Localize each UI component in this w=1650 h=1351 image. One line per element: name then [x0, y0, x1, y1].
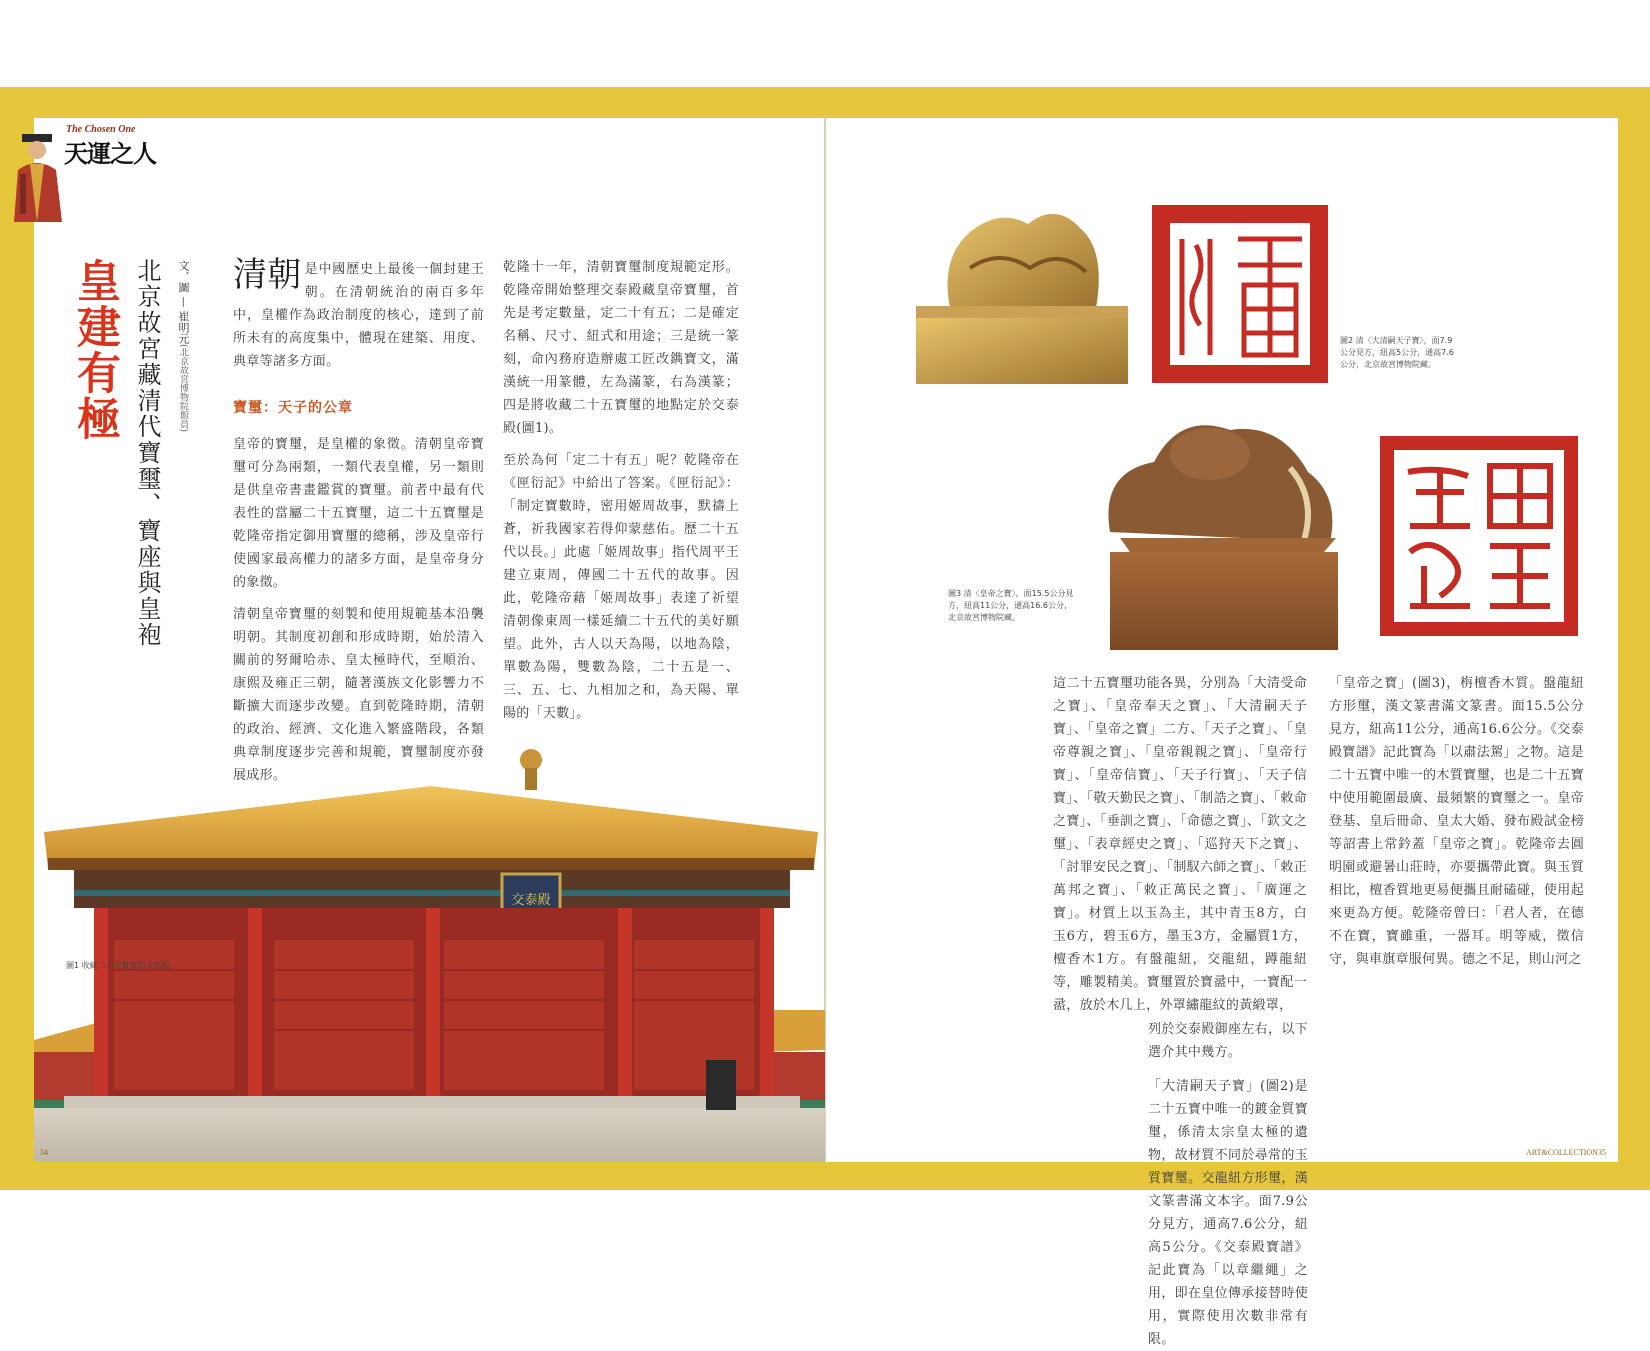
- text-column-1: [233, 255, 484, 787]
- section-subheading: 寶璽：天子的公章: [233, 400, 353, 416]
- article-title: 皇建有極: [69, 258, 120, 442]
- paragraph: 這二十五寶璽功能各異，分別為「大清受命之寶」、「皇帝奉天之寶」、「大清嗣天子寶」、「皇帝之寶」二方、「天子之寶」、「皇帝尊親之寶」、「皇帝親親之寶」、「皇帝行寶」、「皇帝信寶」、「天子行寶」、「天子信寶」、「敬天勤民之寶」、「制誥之寶」、「敕命之寶」、「垂訓之寶」、「命德之寶」、「欽文之璽」、「表章經史之寶」、「巡狩天下之寶」、「討罪安民之寶」、「制馭六師之寶」、「敕正萬邦之寶」、「敕正萬民之寶」、「廣運之寶」。材質上以玉為主，其中青玉8方，白玉6方，碧玉6方，墨玉3方，金屬質1方，檀香木1方。有盤龍紐，交龍紐，蹲龍紐等，雕製精美。寶璽置於寶盝中，一寶配一盝，放於木几上，外罩繡龍紋的黃緞罩，: [1053, 676, 1307, 1013]
- drop-cap: 清朝: [233, 255, 302, 295]
- intro-paragraph: [233, 255, 484, 373]
- paragraph: 乾隆十一年，清朝寶璽制度規範定形。乾隆帝開始整理交泰殿藏皇帝寶璽，首先是考定數量，定二十有五；二是確定名稱、尺寸、紐式和用途；三是統一篆刻，命內務府造辦處工匠改鐫寶文，滿漢統一用篆體，左為滿篆，右為漢篆；四是將收藏二十五寶璽的地點定於交泰殿(圖1)。: [503, 260, 739, 436]
- page-number-right: 35: [1598, 1148, 1606, 1157]
- author-credit: 文、圖 — 崔明元: [177, 260, 190, 344]
- gilt-seal-photo: [910, 198, 1134, 386]
- jiaotai-hall-photo: [34, 740, 825, 1162]
- byline: [170, 260, 192, 432]
- emperor-portrait-icon: [8, 130, 68, 222]
- article-subtitle: 北京故宮藏清代寶璽、寶座與皇袍: [133, 258, 161, 648]
- text-column-2: [503, 256, 739, 725]
- hall-plaque-text: 交泰殿: [511, 893, 551, 908]
- paragraph: 「大清嗣天子寶」(圖2)是二十五寶中唯一的鍍金質寶璽，係清太宗皇太極的遺物，故材質不同於尋常的玉質寶璽。交龍紐方形璽，漢文篆書滿文本字。面7.9公分見方，通高7.6公分，紐高5公分。《交泰殿寶譜》記此寶為「以章繼繩」之用，即在皇位傳承接替時使用，實際使用次數非常有限。: [1148, 1079, 1308, 1347]
- seal-impression-2: [1152, 205, 1328, 383]
- paragraph: 皇帝的寶璽，是皇權的象徵。清朝皇帝寶璽可分為兩類，一類代表皇權，另一類則是供皇帝書畫鑑賞的寶璽。前者中最有代表性的當屬二十五寶璽，這二十五寶璽是乾隆帝指定御用寶璽的總稱，涉及皇帝行使國家最高權力的諸多方面，是皇帝身分的象徵。: [233, 437, 484, 590]
- paragraph: 清朝皇帝寶璽的刻製和使用規範基本沿襲明朝。其制度初創和形成時期，始於清入關前的努爾哈赤、皇太極時代，至順治、康熙及雍正三朝，隨著漢族文化影響力不斷擴大而逐步改變。直到乾隆時期，清朝的政治、經濟、文化進入繁盛階段，各類典章制度逐步完善和規範，寶璽制度亦發展成形。: [233, 607, 484, 783]
- figure-1-caption: 圖1 收藏二十五寶璽的交泰殿。: [66, 961, 178, 970]
- text-column-4: [1329, 672, 1584, 1114]
- paragraph: 「皇帝之寶」(圖3)，栴檀香木質。盤龍紐方形璽，漢文篆書滿文篆書。面15.5公分見方，紐高11公分，通高16.6公分。《交泰殿寶譜》記此寶為「以肅法駕」之物。這是二十五寶中唯一的木質寶璽，也是二十五寶中使用範圍最廣、最頻繁的寶璽之一。皇帝登基、皇后冊命、皇太大婚、發布殿試金榜等詔書上常鈐蓋「皇帝之寶」。乾隆帝去圓明園或避暑山莊時，亦要攜帶此寶。與玉質相比，檀香質地更易便攜且耐磕碰，使用起來更為方便。乾隆帝曾曰：「君人者，在德不在寶，寶雖重，一器耳。明等威，徵信守，與車旗章服何異。德之不足，則山河之: [1329, 676, 1584, 967]
- text-column-3b: [1148, 1018, 1308, 1347]
- seal-impression-3: [1380, 436, 1578, 636]
- paragraph: 列於交泰殿御座左右，以下選介其中幾方。: [1148, 1022, 1308, 1060]
- intro-text: 是中國歷史上最後一個封建王朝。在清朝統治的兩百多年中，皇權作為政治制度的核心，達到了前所未有的高度集中，體現在建築、用度、典章等諸多方面。: [233, 262, 484, 369]
- sandalwood-seal-photo: [1090, 412, 1352, 652]
- section-title-chinese: 天運之人: [64, 140, 156, 168]
- text-column-3: [1053, 672, 1307, 1017]
- section-title-english: The Chosen One: [66, 124, 136, 135]
- figure-3-caption: 圖3 清〈皇帝之寶〉，面15.5公分見方，紐高11公分，通高16.6公分，北京故宮博物院藏。: [948, 589, 1074, 622]
- figure-2-caption: 圖2 清〈大清嗣天子寶〉，面7.9公分見方，紐高5公分，通高7.6公分，北京故宮博物院藏。: [1340, 336, 1454, 369]
- page-number-left: 34: [40, 1148, 48, 1157]
- magazine-brand: ART&COLLECTION: [1526, 1148, 1598, 1157]
- paragraph: 至於為何「定二十有五」呢？乾隆帝在《匣衍記》中給出了答案。《匣衍記》：「制定寶數時，密用姬周故事，默禱上蒼，祈我國家若得仰蒙慈佑。歷二十五代以長。」此處「姬周故事」指代周平王建立東周，傳國二十五代的故事。因此，乾隆帝藉「姬周故事」表達了祈望清朝像東周一樣延續二十五代的美好願望。此外，古人以天為陽，以地為陰，單數為陽，雙數為陰，二十五是一、三、五、七、九相加之和，為天陽、單陽的「天數」。: [503, 453, 739, 721]
- author-affiliation: (北京故宮博物院館員): [178, 344, 188, 433]
